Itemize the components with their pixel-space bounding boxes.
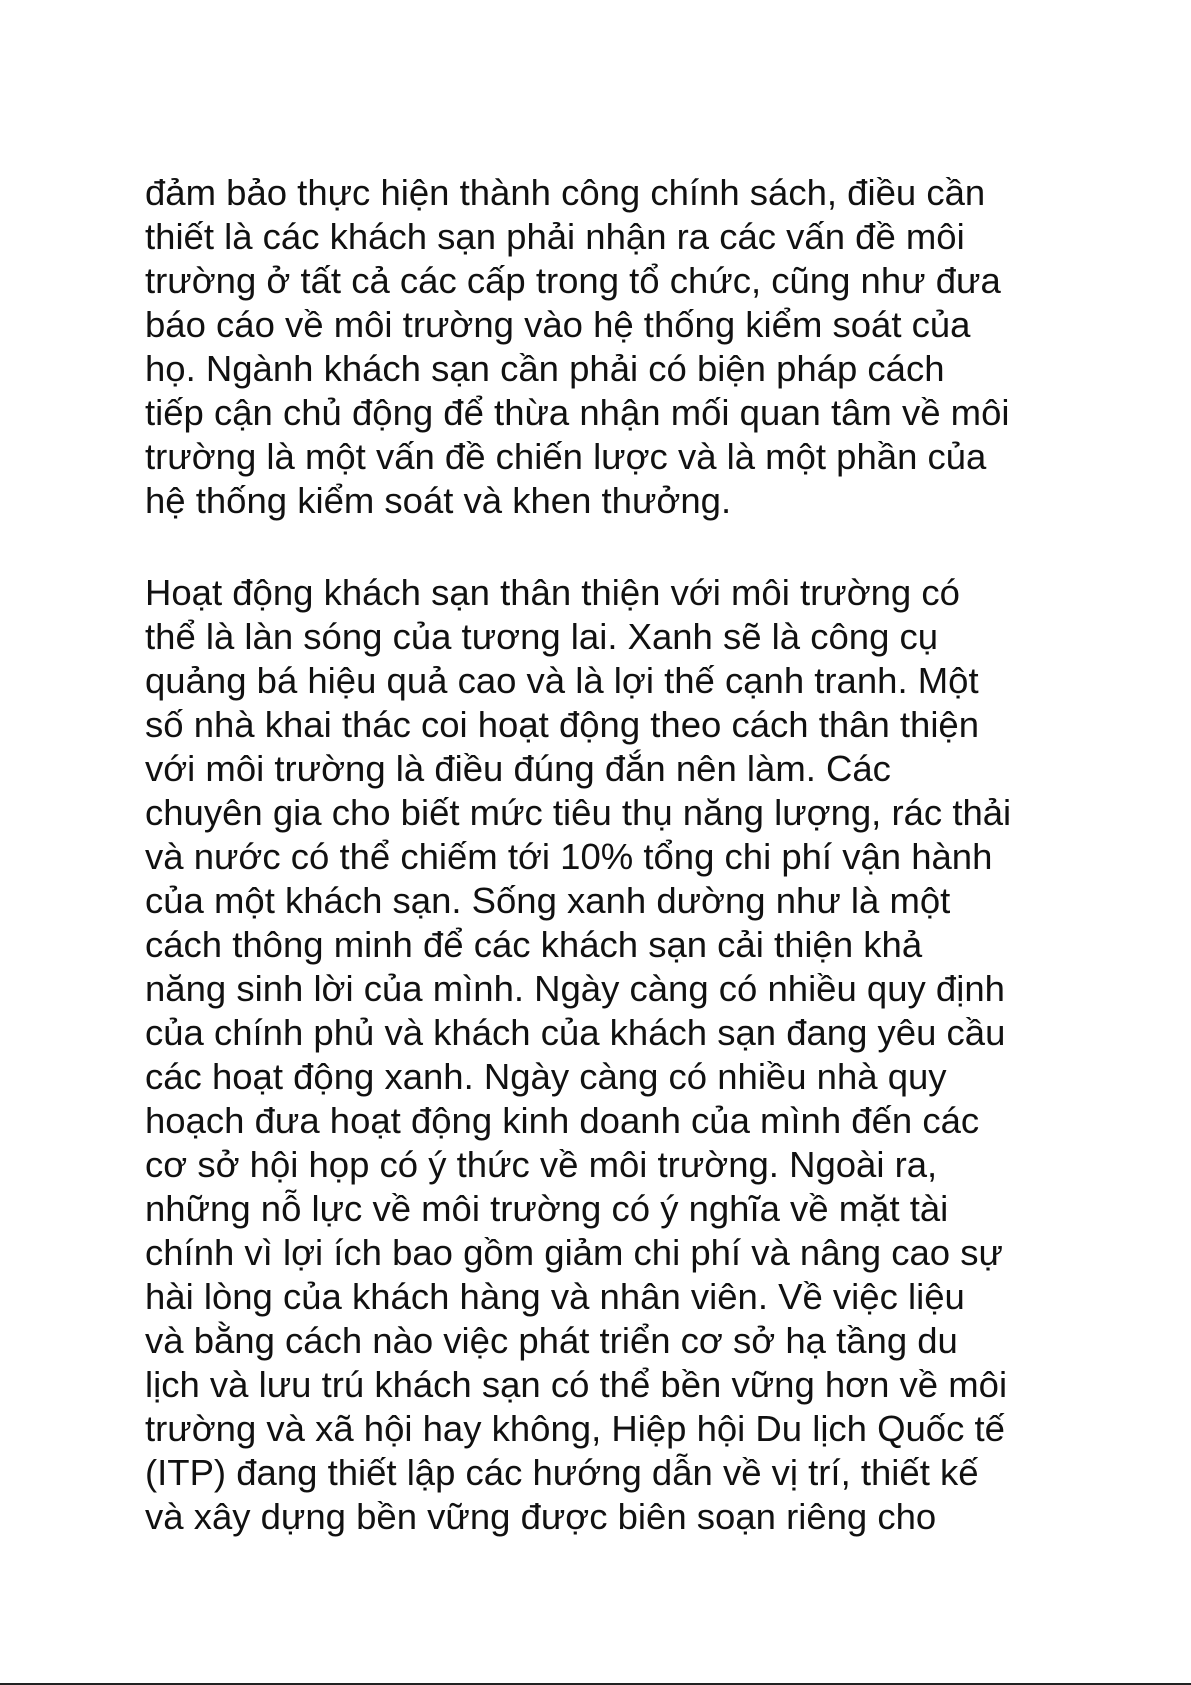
paragraph-line: hài lòng của khách hàng và nhân viên. Về việc liệu — [145, 1276, 965, 1317]
paragraph-line: trường và xã hội hay không, Hiệp hội Du lịch Quốc tế — [145, 1408, 1005, 1449]
paragraph-line: thiết là các khách sạn phải nhận ra các vấn đề môi — [145, 216, 965, 257]
paragraph-line: hoạch đưa hoạt động kinh doanh của mình đến các — [145, 1100, 980, 1141]
paragraph-2 — [145, 571, 1011, 1539]
paragraph-line: của chính phủ và khách của khách sạn đang yêu cầu — [145, 1012, 1006, 1053]
paragraph-line: trường là một vấn đề chiến lược và là một phần của — [145, 436, 987, 477]
paragraph-line: cơ sở hội họp có ý thức về môi trường. Ngoài ra, — [145, 1144, 938, 1185]
paragraph-line: (ITP) đang thiết lập các hướng dẫn về vị trí, thiết kế — [145, 1452, 979, 1493]
paragraph-line: số nhà khai thác coi hoạt động theo cách thân thiện — [145, 704, 980, 745]
paragraph-line: tiếp cận chủ động để thừa nhận mối quan tâm về môi — [145, 392, 1010, 433]
paragraph-line: những nỗ lực về môi trường có ý nghĩa về mặt tài — [145, 1188, 949, 1229]
paragraph-line: báo cáo về môi trường vào hệ thống kiểm soát của — [145, 304, 971, 345]
paragraph-line: các hoạt động xanh. Ngày càng có nhiều nhà quy — [145, 1056, 947, 1097]
paragraph-line: Hoạt động khách sạn thân thiện với môi trường có — [145, 572, 960, 613]
paragraph-line: và nước có thể chiếm tới 10% tổng chi phí vận hành — [145, 836, 993, 877]
paragraph-line: và bằng cách nào việc phát triển cơ sở hạ tầng du — [145, 1320, 958, 1361]
paragraph-line: với môi trường là điều đúng đắn nên làm. Các — [145, 748, 891, 789]
paragraph-line: và xây dựng bền vững được biên soạn riêng cho — [145, 1496, 937, 1537]
paragraph-1 — [145, 171, 1010, 523]
paragraph-line: chính vì lợi ích bao gồm giảm chi phí và nâng cao sự — [145, 1232, 1003, 1273]
paragraph-line: năng sinh lời của mình. Ngày càng có nhiều quy định — [145, 968, 1005, 1009]
paragraph-line: trường ở tất cả các cấp trong tổ chức, cũng như đưa — [145, 260, 1001, 301]
paragraph-line: họ. Ngành khách sạn cần phải có biện pháp cách — [145, 348, 945, 389]
paragraph-line: quảng bá hiệu quả cao và là lợi thế cạnh tranh. Một — [145, 660, 979, 701]
paragraph-line: cách thông minh để các khách sạn cải thiện khả — [145, 924, 923, 965]
paragraph-line: đảm bảo thực hiện thành công chính sách, điều cần — [145, 172, 986, 213]
paragraph-line: của một khách sạn. Sống xanh dường như là một — [145, 880, 951, 921]
paragraph-line: chuyên gia cho biết mức tiêu thụ năng lượng, rác thải — [145, 792, 1012, 833]
paragraph-line: lịch và lưu trú khách sạn có thể bền vững hơn về môi — [145, 1364, 1008, 1405]
paragraph-line: thể là làn sóng của tương lai. Xanh sẽ là công cụ — [145, 616, 939, 657]
paragraph-line: hệ thống kiểm soát và khen thưởng. — [145, 480, 732, 521]
